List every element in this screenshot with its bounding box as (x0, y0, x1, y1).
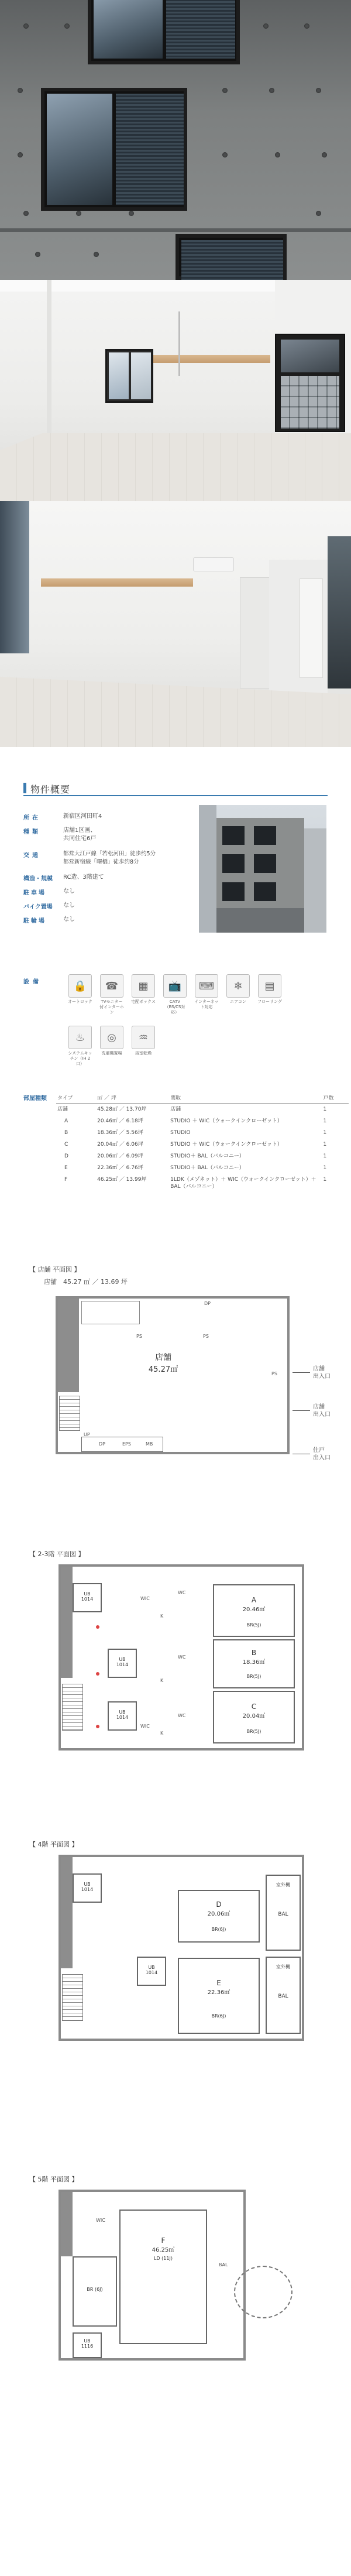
unit-c-bath: UB 1014 (108, 1701, 137, 1731)
plan3-grey-area (61, 1857, 73, 1968)
table-row: F 46.25㎡ ／ 13.99坪 1LDK（メゾネット）＋ WIC（ウォークインクローゼット）＋ BAL（バルコニー） 1 (64, 1177, 327, 1190)
spiral-stair (234, 2266, 292, 2318)
address-key: 所在 (23, 815, 41, 821)
middle-window (41, 88, 187, 211)
unit-d-bath: UB 1014 (73, 1873, 102, 1903)
marker-icon (96, 1672, 99, 1676)
aircon-icon: ❄ (226, 974, 250, 998)
unit-e-bath: UB 1014 (137, 1957, 166, 1986)
auto-lock-icon: 🔒 (68, 974, 92, 998)
shoe-box-icon: ♒ (132, 1026, 155, 1049)
marker-icon (96, 1625, 99, 1629)
types-label: 部屋種類 (23, 1095, 47, 1102)
unit-a: A 20.46㎡ BR(5J) (213, 1584, 295, 1637)
washer-space-icon: ◎ (100, 1026, 123, 1049)
unit-c: C 20.04㎡ BR(5J) (213, 1691, 295, 1743)
equip-aircon: ❄ エアコン (226, 974, 250, 1005)
table-header-row: タイプ ㎡ ／ 坪 間取 戸数 (56, 1092, 349, 1104)
equip-system-kitchen: ♨ システムキッチン（IH 2口） (68, 1026, 92, 1067)
plan3-title: 【 4階 平面図 】 (29, 1841, 78, 1848)
access-value: 都営大江戸線「若松河田」徒歩约5分 都営新宿線「曙橋」徒歩约8分 (63, 851, 156, 865)
system-kitchen-icon: ♨ (68, 1026, 92, 1049)
heading-accent-bar (23, 783, 26, 793)
plan1-floorplan: 店舗 45.27㎡ PS PS DP UP DP EPS MB PS (56, 1296, 290, 1454)
unit-d-balcony: 室外機 BAL (266, 1875, 301, 1951)
plan1-ps-box (81, 1301, 140, 1324)
plan1-grey-area (58, 1299, 79, 1392)
shop-entrance-label-2: 店舗 出入口 (313, 1404, 331, 1418)
unit-f-bath: UB 1116 (73, 2332, 102, 2358)
overview-row-parking (23, 888, 187, 902)
unit-b-bath: UB 1014 (108, 1649, 137, 1678)
equip-tv-intercom: ☎ TVモニター付インターホン (99, 974, 124, 1015)
internet-icon: ⌨ (195, 974, 218, 998)
table-row: 店舗 45.28㎡ ／ 13.70坪 店舗 1 (57, 1107, 327, 1112)
equip-flooring: ▤ フローリング (257, 974, 282, 1005)
plan3-floorplan (58, 1855, 304, 2041)
equip-bath-dryer: ♒ 浴室乾燥 (131, 1026, 156, 1056)
lower-window (176, 234, 287, 280)
arrow-icon (292, 1410, 310, 1411)
table-row: E 22.36㎡ ／ 6.76坪 STUDIO＋ BAL（バルコニー） 1 (64, 1165, 327, 1171)
plan2-grey-area (61, 1567, 73, 1678)
shop-name: 店舗 (155, 1353, 171, 1362)
plan3-staircase (62, 1974, 83, 2021)
unit-b: B 18.36㎡ BR(5J) (213, 1639, 295, 1688)
arrow-icon (292, 1372, 310, 1373)
parking-key: 駐車場 (23, 890, 46, 896)
bicycle-key: 駐輪場 (23, 918, 46, 924)
unit-f: F 46.25㎡ LD (11J) (119, 2210, 207, 2344)
delivery-box-icon: ▦ (132, 974, 155, 998)
unit-d: D 20.06㎡ BR(6J) (178, 1890, 260, 1943)
bike-value: なし (63, 902, 75, 909)
building-photo (199, 805, 326, 933)
equipment-label: 設備 (23, 979, 42, 985)
residence-entrance-label: 住戸 出入口 (313, 1447, 331, 1461)
bike-key: バイク置場 (23, 904, 53, 910)
type-key: 種類 (23, 829, 41, 835)
marker-icon (96, 1725, 99, 1728)
overview-title: 物件概要 (30, 784, 71, 795)
address-value: 新宿区河田町4 (63, 813, 102, 820)
overview-row-access (23, 850, 187, 868)
plan1-title: 【 店舗 平面図 】 (29, 1266, 81, 1273)
type-value: 店舗1区画、 共同住宅6戸 (63, 827, 97, 842)
plan1-subtitle: 店舗 45.27 ㎡ ／ 13.69 坪 (44, 1278, 128, 1286)
unit-a-bath: UB 1014 (73, 1583, 102, 1612)
plan4-floorplan: F 46.25㎡ LD (11J) BR (6J) UB 1116 BAL WIC (58, 2190, 246, 2361)
unit-f-bedroom: BR (6J) (73, 2256, 117, 2327)
upper-window (88, 0, 240, 64)
access-key: 交通 (23, 852, 41, 859)
parking-value: なし (63, 888, 75, 895)
equip-auto-lock: 🔒 オートロック (68, 974, 92, 1005)
plan2-floorplan: A 20.46㎡ BR(5J) B 18.36㎡ BR(5J) C 20.04㎡ BR(5J) UB 1014 UB 1014 UB 1014 WC WC WC K K K WIC WIC (58, 1564, 304, 1751)
plan2-title: 【 2-3階 平面図 】 (29, 1550, 85, 1558)
overview-row-address (23, 813, 187, 827)
flooring-icon: ▤ (258, 974, 281, 998)
room-photo-1 (0, 280, 351, 501)
structure-value: RC造、3階建て (63, 874, 104, 881)
table-row: B 18.36㎡ ／ 5.56坪 STUDIO 1 (64, 1130, 327, 1136)
equip-catv: 📺 CATV （BS/CS対応） (163, 974, 187, 1015)
room-types-table (56, 1092, 349, 1193)
room-photo-2 (0, 501, 351, 747)
equip-internet: ⌨ インターネット対応 (194, 974, 219, 1010)
unit-e: E 22.36㎡ BR(6J) (178, 1958, 260, 2034)
structure-key: 構造・規模 (23, 876, 53, 882)
shop-entrance-label: 店舗 出入口 (313, 1366, 331, 1380)
overview-row-structure (23, 873, 187, 888)
exterior-photo (0, 0, 351, 280)
unit-e-balcony: 室外機 BAL (266, 1957, 301, 2034)
overview-row-bike (23, 902, 187, 916)
table-row: A 20.46㎡ ／ 6.18坪 STUDIO ＋ WIC（ウォークインクローゼット） 1 (64, 1118, 327, 1124)
tv-intercom-icon: ☎ (100, 974, 123, 998)
plan2-staircase (62, 1684, 83, 1731)
bicycle-value: なし (63, 916, 75, 923)
shop-area: 45.27㎡ (148, 1365, 178, 1374)
overview-row-bicycle (23, 916, 187, 930)
overview-heading (23, 781, 328, 796)
table-row: D 20.06㎡ ／ 6.09坪 STUDIO＋ BAL（バルコニー） 1 (64, 1153, 327, 1159)
table-row: C 20.04㎡ ／ 6.06坪 STUDIO ＋ WIC（ウォークインクローゼット） 1 (64, 1142, 327, 1147)
equip-washer-space: ◎ 洗濯機置場 (99, 1026, 124, 1056)
plan4-grey-area (61, 2192, 73, 2256)
plan1-staircase (59, 1396, 80, 1431)
plan4-title: 【 5階 平面図 】 (29, 2176, 78, 2183)
catv-icon: 📺 (163, 974, 187, 998)
overview-row-type (23, 827, 187, 844)
equip-delivery-box: ▦ 宅配ボックス (131, 974, 156, 1005)
